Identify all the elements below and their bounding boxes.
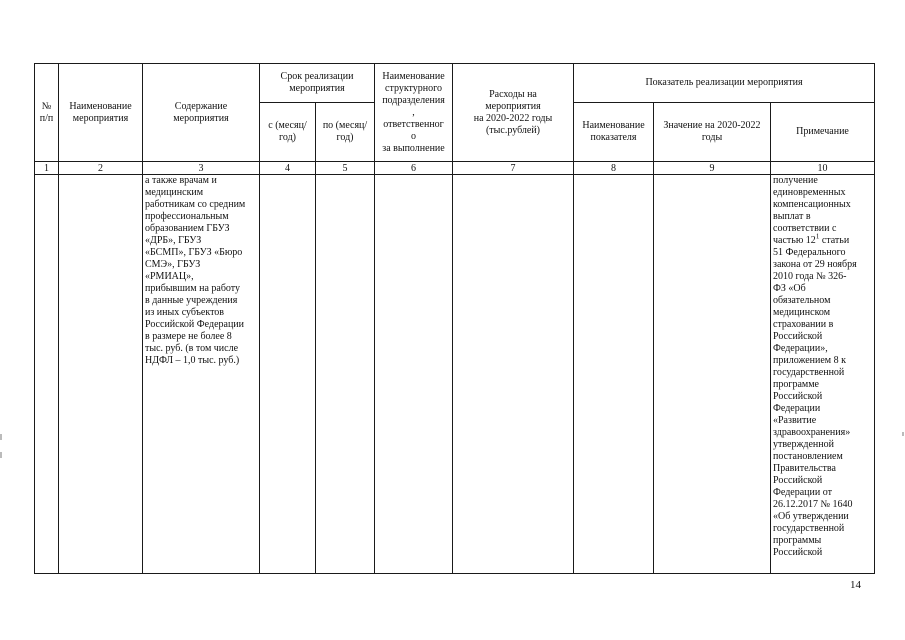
- scan-edge-mark: [0, 452, 2, 458]
- header-indicator-name: Наименование показателя: [574, 103, 654, 162]
- header-indicator-value: Значение на 2020-2022 годы: [654, 103, 771, 162]
- cell-note: [771, 175, 875, 574]
- note-text-start: получение единовременных компенсационных выплат в соответствии с частью 12: [773, 175, 851, 246]
- header-implementation-period: Срок реализации мероприятия: [260, 64, 375, 103]
- cell-measure-content: а также врачам и медицинским работникам со средним профессиональным образованием ГБУЗ «ДРБ», ГБУЗ «БСМП», ГБУЗ «Бюро СМЭ», ГБУЗ «РМИАЦ», прибывшим на работу в данные учреждения из иных субъектов Российской Федерации в размере не более 8 тыс. руб. (в том числе НДФЛ – 1,0 тыс. руб.): [143, 175, 260, 574]
- column-number: 1: [35, 162, 59, 175]
- column-number: 6: [375, 162, 453, 175]
- cell-indicator-value: [654, 175, 771, 574]
- cell-expenses: [453, 175, 574, 574]
- header-indicator-group: Показатель реализации мероприятия: [574, 64, 875, 103]
- header-number: № п/п: [35, 64, 59, 162]
- cell-responsible-unit: [375, 175, 453, 574]
- cell-period-to: [316, 175, 375, 574]
- column-number: 5: [316, 162, 375, 175]
- header-measure-name: Наименование мероприятия: [59, 64, 143, 162]
- cell-indicator-name: [574, 175, 654, 574]
- header-measure-content: Содержание мероприятия: [143, 64, 260, 162]
- header-period-to: по (месяц/ год): [316, 103, 375, 162]
- header-responsible-unit: Наименование структурного подразделения , ответственног о за выполнение: [375, 64, 453, 162]
- measures-table: [34, 63, 875, 574]
- note-text-rest: статьи 51 Федерального закона от 29 ноября 2010 года № 326- ФЗ «Об обязательном медицинском страховании в Российской Федерации», приложением 8 к государственной программе Российской Федерации «Развитие здравоохранения» утвержденной постановлением Правительства Российской Федерации от 26.12.2017 № 1640 «Об утверждении государственной программы Российской: [773, 235, 857, 558]
- page-number: 14: [850, 579, 861, 591]
- column-number: 3: [143, 162, 260, 175]
- note-superscript: 1: [815, 232, 820, 241]
- cell-period-from: [260, 175, 316, 574]
- scan-edge-mark: [0, 434, 2, 440]
- column-number: 9: [654, 162, 771, 175]
- header-period-from: с (месяц/ год): [260, 103, 316, 162]
- column-number: 2: [59, 162, 143, 175]
- cell-measure-name: [59, 175, 143, 574]
- column-number: 7: [453, 162, 574, 175]
- column-number: 10: [771, 162, 875, 175]
- column-number: 4: [260, 162, 316, 175]
- header-note: Примечание: [771, 103, 875, 162]
- cell-number: [35, 175, 59, 574]
- header-expenses: Расходы на мероприятия на 2020-2022 годы (тыс.рублей): [453, 64, 574, 162]
- scan-edge-mark: [902, 432, 904, 436]
- column-number: 8: [574, 162, 654, 175]
